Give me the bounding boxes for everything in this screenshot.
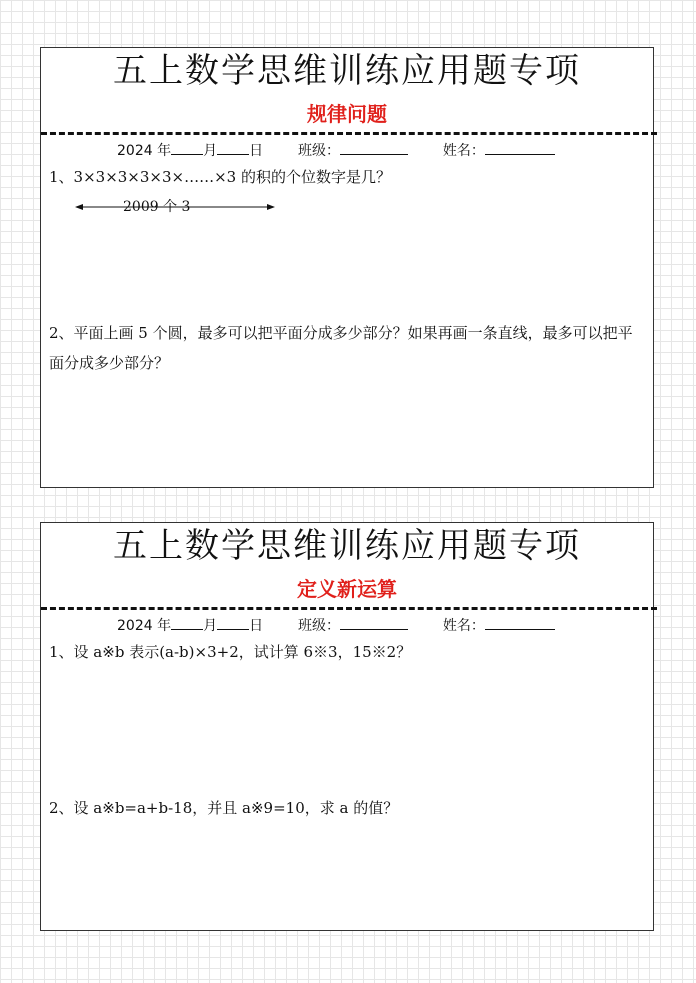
info-line <box>117 615 555 636</box>
name-blank[interactable] <box>485 140 555 155</box>
worksheet-card <box>40 522 654 931</box>
day-label: 日 <box>249 143 264 159</box>
question-1: 1、3×3×3×3×3×……×3 的积的个位数字是几？ <box>49 168 391 186</box>
question-2: 2、设 a※b=a+b-18，并且 a※9=10，求 a 的值？ <box>49 799 399 817</box>
info-line <box>117 140 555 161</box>
dashed-divider <box>41 607 657 610</box>
class-label: 班级： <box>298 618 340 634</box>
worksheet-subtitle: 定义新运算 <box>297 577 397 601</box>
day-blank[interactable] <box>217 615 249 630</box>
name-blank[interactable] <box>485 615 555 630</box>
double-arrow-icon <box>75 198 275 216</box>
year-label: 2024 年 <box>117 143 172 159</box>
question-1: 1、设 a※b 表示(a-b)×3+2，试计算 6※3，15※2？ <box>49 643 412 661</box>
year-label: 2024 年 <box>117 618 172 634</box>
class-blank[interactable] <box>340 140 408 155</box>
day-blank[interactable] <box>217 140 249 155</box>
question-2: 2、平面上画 5 个圆，最多可以把平面分成多少部分？如果再画一条直线，最多可以把平面分成多少部分？ <box>49 324 633 372</box>
month-blank[interactable] <box>171 615 203 630</box>
count-annotation <box>75 198 275 216</box>
name-label: 姓名： <box>442 618 485 634</box>
worksheet-card <box>40 47 654 488</box>
dashed-divider <box>41 132 657 135</box>
class-label: 班级： <box>298 143 340 159</box>
day-label: 日 <box>249 618 264 634</box>
worksheet-subtitle: 规律问题 <box>307 102 387 126</box>
class-blank[interactable] <box>340 615 408 630</box>
worksheet-title: 五上数学思维训练应用题专项 <box>113 51 581 91</box>
month-label: 月 <box>203 618 218 634</box>
worksheet-title: 五上数学思维训练应用题专项 <box>113 526 581 566</box>
month-label: 月 <box>203 143 218 159</box>
annotation-label: 2009 个 3 <box>123 199 191 215</box>
month-blank[interactable] <box>171 140 203 155</box>
name-label: 姓名： <box>442 143 485 159</box>
